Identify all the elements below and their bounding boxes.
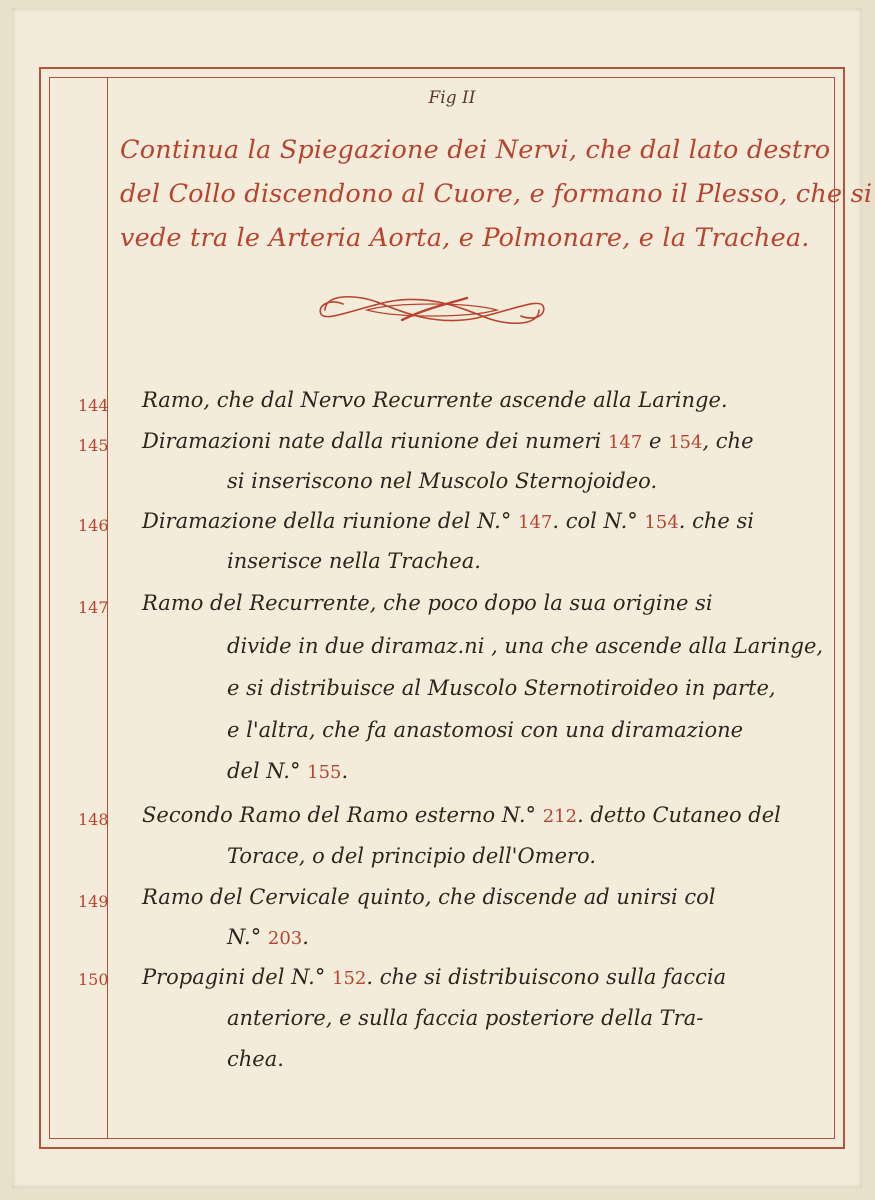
entry-line: divide in due diramaz.ni , una che ascende alla Laringe, (227, 634, 824, 658)
cross-reference: 203 (267, 928, 303, 949)
entry-line: Ramo del Recurrente, che poco dopo la sua origine si (142, 591, 713, 615)
entry-line: Propagini del N.° 152. che si distribuiscono sulla faccia (142, 965, 727, 989)
title-line: vede tra le Arteria Aorta, e Polmonare, e la Trachea. (120, 223, 810, 253)
entry-number: 145 (78, 436, 109, 455)
entry-number: 144 (78, 396, 109, 415)
page-title (120, 128, 873, 260)
cross-reference: 155 (307, 762, 342, 783)
ornamental-flourish (307, 280, 557, 340)
title-line: del Collo discendono al Cuore, e formano il Plesso, che si (120, 179, 873, 209)
entry-line: Diramazione della riunione del N.° 147. col N.° 154. che si (142, 509, 755, 533)
entry-line: chea. (227, 1047, 284, 1071)
cross-reference: 154 (644, 512, 679, 533)
entry-line: del N.° 155. (227, 759, 349, 783)
entry-line: e l'altra, che fa anastomosi con una diramazione (227, 718, 744, 742)
cross-reference: 152 (332, 968, 367, 989)
figure-label: Fig II (428, 88, 476, 108)
entry-line: anteriore, e sulla faccia posteriore della Tra- (227, 1006, 704, 1030)
entry-number: 148 (78, 810, 109, 829)
entry-number: 150 (78, 970, 109, 989)
cross-reference: 212 (542, 806, 578, 827)
manuscript-page (12, 8, 873, 1188)
entry-number: 146 (78, 516, 109, 535)
entry-line: Secondo Ramo del Ramo esterno N.° 212. detto Cutaneo del (142, 803, 781, 827)
title-line: Continua la Spiegazione dei Nervi, che dal lato destro (120, 135, 831, 165)
entry-line: Ramo, che dal Nervo Recurrente ascende alla Laringe. (142, 388, 728, 412)
cross-reference: 147 (518, 512, 553, 533)
entry-line: inserisce nella Trachea. (227, 549, 481, 573)
entry-number: 147 (78, 598, 109, 617)
entry-line: Torace, o del principio dell'Omero. (227, 844, 596, 868)
entry-number: 149 (78, 892, 109, 911)
cross-reference: 147 (607, 432, 643, 453)
entry-line: e si distribuisce al Muscolo Sternotiroideo in parte, (227, 676, 776, 700)
entry-line: si inseriscono nel Muscolo Sternojoideo. (227, 469, 658, 493)
entry-line: Diramazioni nate dalla riunione dei numeri 147 e 154, che (142, 429, 754, 453)
entry-line: N.° 203. (227, 925, 309, 949)
cross-reference: 154 (668, 432, 703, 453)
entry-line: Ramo del Cervicale quinto, che discende ad unirsi col (142, 885, 716, 909)
